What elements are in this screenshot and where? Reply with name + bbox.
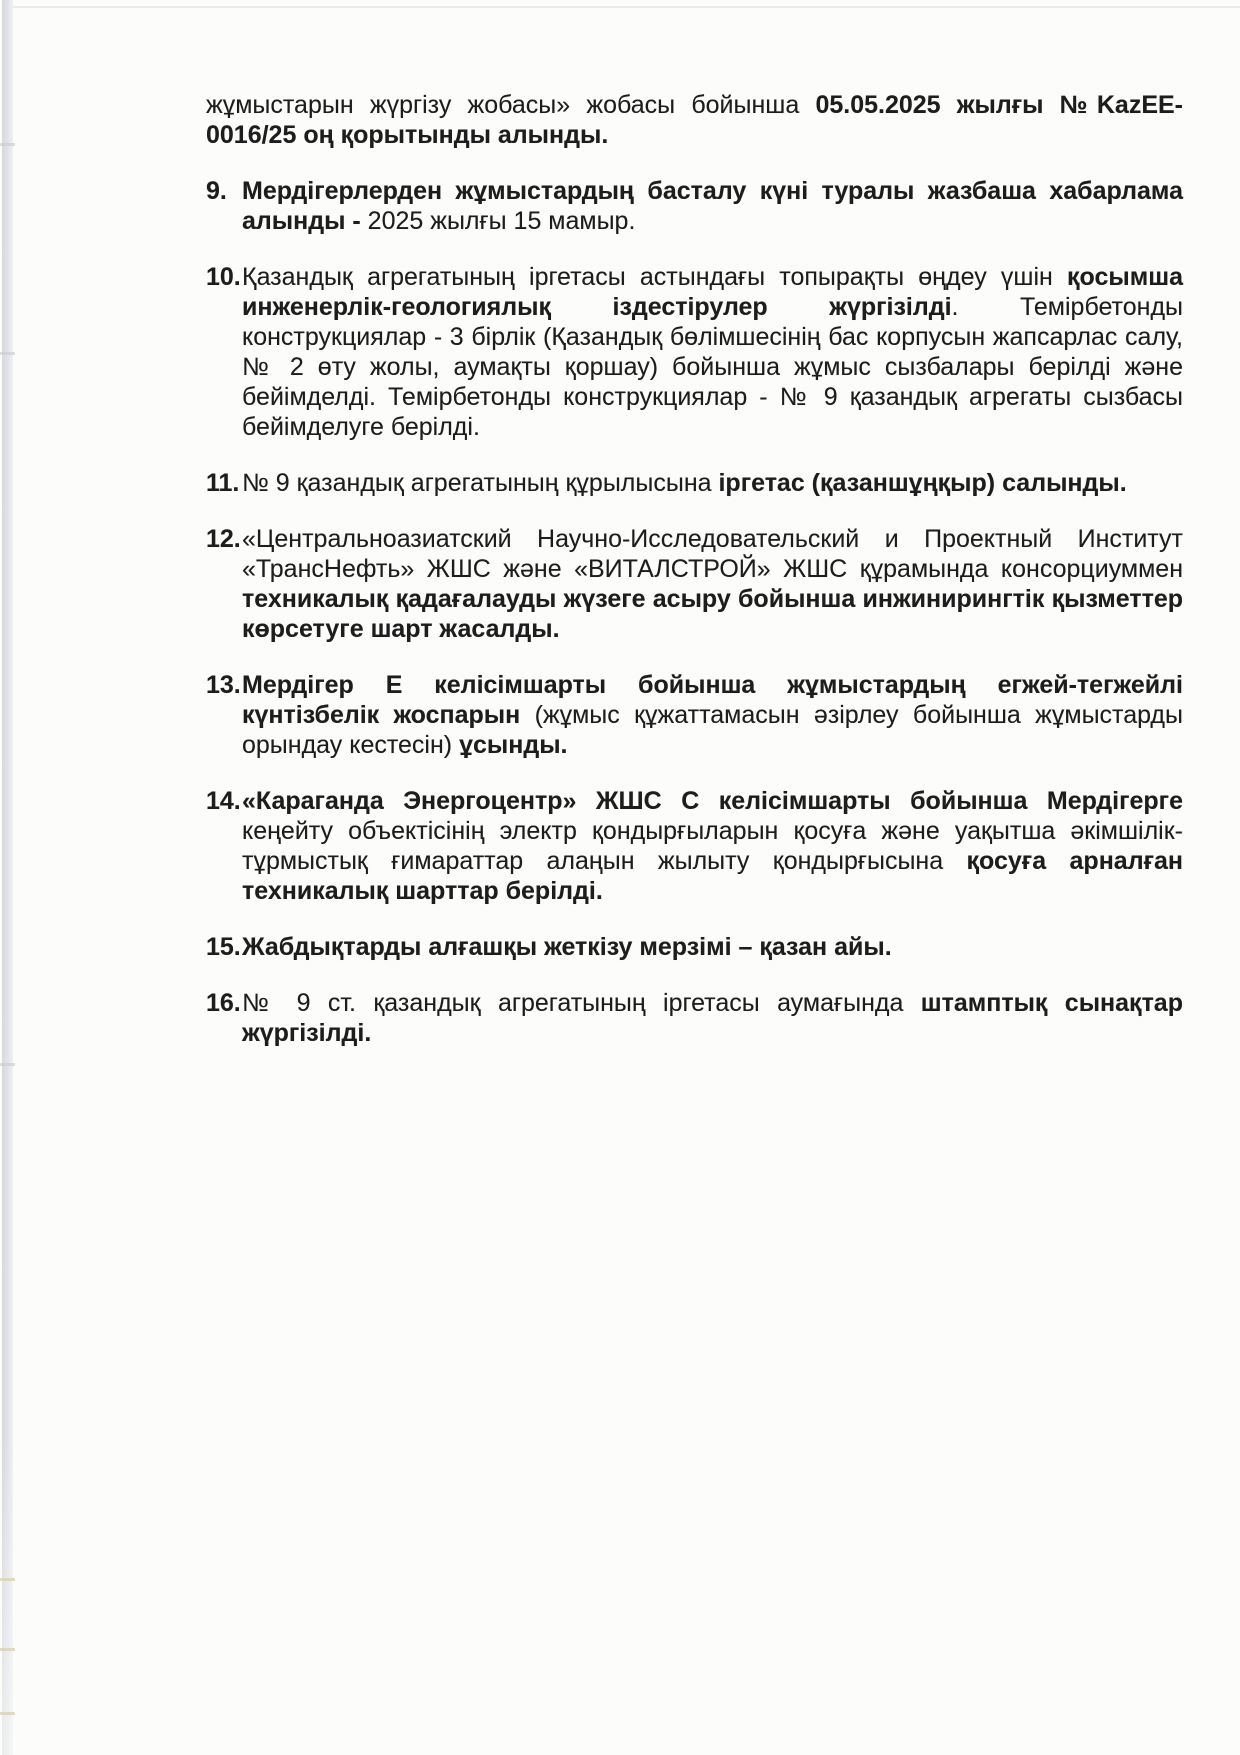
bold-text-segment: қосымша инженерлік-геологиялық іздестірулер жүргізілді bbox=[242, 263, 1183, 321]
scan-artifact bbox=[0, 143, 15, 146]
text-segment: № 9 қазандық агрегатының құрылысына bbox=[242, 469, 719, 497]
scan-artifact bbox=[0, 352, 15, 355]
bold-text-segment: 05.05.2025 жылғы №KazEE-0016/25 оң қорытынды алынды. bbox=[206, 91, 1183, 149]
item-text bbox=[242, 787, 1183, 905]
scan-artifact bbox=[0, 1648, 15, 1651]
item-number: 10. bbox=[206, 263, 241, 291]
text-segment: Қазандық агрегатының іргетасы астындағы топырақты өңдеу үшін bbox=[242, 263, 1068, 291]
scan-artifact bbox=[0, 1063, 15, 1066]
list-item-12 bbox=[206, 524, 1183, 644]
item-text bbox=[242, 525, 1183, 643]
list-item-14 bbox=[206, 786, 1183, 906]
scan-artifact bbox=[0, 1712, 15, 1715]
item-text bbox=[242, 469, 1127, 497]
item-number: 9. bbox=[206, 177, 227, 205]
item-text bbox=[242, 989, 1183, 1047]
text-segment: . Темірбетонды конструкциялар - 3 бірлік (Қазандық бөлімшесінің бас корпусын жапсарлас салу, № 2 өту жолы, аумақты қоршау) бойынша жұмыс сызбалары берілді және бейімделді. Темірбетонды конструкциялар - № 9 қазандық агрегаты сызбасы бейімделуге берілді. bbox=[242, 293, 1183, 441]
bold-text-segment: қосуға арналған техникалық шарттар берілді. bbox=[242, 847, 1183, 905]
list-item-15 bbox=[206, 932, 1183, 962]
list-item-9 bbox=[206, 176, 1183, 236]
item-text bbox=[242, 933, 892, 961]
bold-text-segment: «Караганда Энергоцентр» ЖШС С келісімшарты бойынша Мердігерге bbox=[242, 787, 1183, 815]
list-item-13 bbox=[206, 670, 1183, 760]
bold-text-segment: штамптық сынақтар жүргізілді. bbox=[242, 989, 1183, 1047]
item-number: 13. bbox=[206, 671, 241, 699]
text-segment: (жұмыс құжаттамасын әзірлеу бойынша жұмыстарды орындау кестесін) bbox=[242, 701, 1183, 759]
text-segment: «Центральноазиатский Научно-Исследовательский и Проектный Институт «ТрансНефть» ЖШС және «ВИТАЛСТРОЙ» ЖШС құрамында консорциуммен bbox=[242, 525, 1183, 583]
bold-text-segment: Мердігерлерден жұмыстардың басталу күні туралы жазбаша хабарлама алынды - bbox=[242, 177, 1183, 235]
scan-edge-fade bbox=[2, 1435, 13, 1755]
bold-text-segment: Жабдықтарды алғашқы жеткізу мерзімі – қазан айы. bbox=[242, 933, 892, 961]
document-body bbox=[206, 90, 1183, 1048]
list-item-16 bbox=[206, 988, 1183, 1048]
bold-text-segment: ұсынды. bbox=[459, 731, 568, 759]
bold-text-segment: техникалық қадағалауды жүзеге асыру бойынша инжинирингтік қызметтер көрсетуге шарт жасалды. bbox=[242, 585, 1183, 643]
scan-top-line bbox=[13, 6, 1240, 8]
list-item-10 bbox=[206, 262, 1183, 442]
bold-text-segment: іргетас (қазаншұңқыр) салынды. bbox=[718, 469, 1127, 497]
list-item-11 bbox=[206, 468, 1183, 498]
document-page bbox=[206, 90, 1183, 1074]
text-segment: жұмыстарын жүргізу жобасы» жобасы бойынша bbox=[206, 91, 816, 119]
item-number: 11. bbox=[206, 469, 240, 497]
text-segment: кеңейту объектісінің электр қондырғыларын қосуға және уақытша әкімшілік-тұрмыстық ғимараттар алаңын жылыту қондырғысына bbox=[242, 817, 1183, 875]
scan-artifact bbox=[0, 1578, 15, 1581]
bold-text-segment: Мердігер Е келісімшарты бойынша жұмыстардың егжей-тегжейлі күнтізбелік жоспарын bbox=[242, 671, 1183, 729]
text-segment: № 9 ст. қазандық агрегатының іргетасы аумағында bbox=[242, 989, 921, 1017]
text-segment: 2025 жылғы 15 мамыр. bbox=[367, 207, 636, 235]
item-text bbox=[242, 177, 1183, 235]
item-text bbox=[242, 263, 1183, 441]
continued-paragraph bbox=[206, 90, 1183, 150]
item-number: 12. bbox=[206, 525, 241, 553]
item-text bbox=[242, 671, 1183, 759]
item-number: 14. bbox=[206, 787, 241, 815]
item-number: 16. bbox=[206, 989, 241, 1017]
item-number: 15. bbox=[206, 933, 241, 961]
